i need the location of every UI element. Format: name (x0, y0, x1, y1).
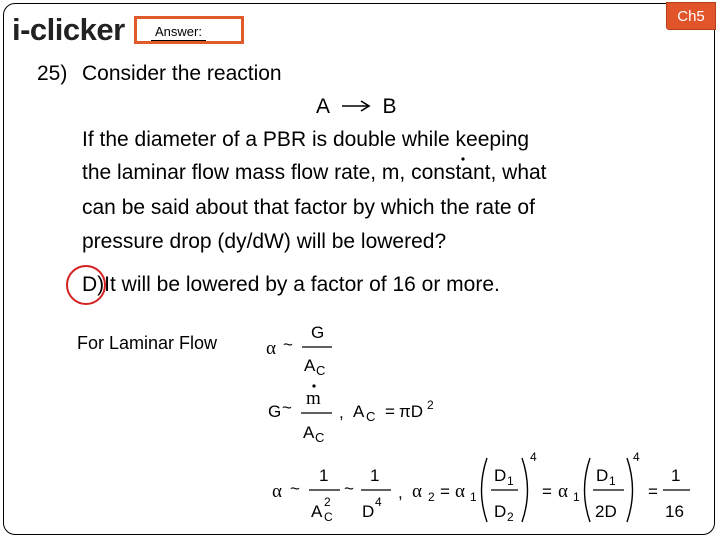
eq3-d1: D (494, 466, 507, 485)
eq1-alpha: α (266, 338, 276, 359)
eq3-d1b: D (596, 466, 609, 485)
eq3-pow1: 4 (530, 450, 537, 464)
eq3-sim2: ~ (344, 479, 354, 498)
laminar-heading: For Laminar Flow (77, 333, 218, 353)
eq3-one-a: 1 (319, 466, 329, 485)
product: B (382, 95, 397, 118)
eq1-sim: ~ (283, 335, 293, 354)
eq2-den-sub: C (315, 430, 325, 445)
logo-text: i-clicker (12, 12, 125, 47)
eq2-ac: A (353, 402, 365, 421)
eq2-g: G (268, 402, 282, 421)
eq3-alpha2-sub: 2 (428, 490, 435, 504)
eq3-one-c: 1 (671, 466, 681, 485)
question-number: 25) (37, 62, 68, 85)
eq3-pow2: 4 (633, 450, 640, 464)
answer-text: It will be lowered by a factor of 16 or more. (104, 273, 500, 296)
eq3-sim1: ~ (290, 479, 300, 498)
eq3-den2-sup: 4 (375, 495, 382, 509)
eq3-eq2: = (542, 482, 552, 501)
eq2-num: m (306, 388, 321, 409)
eq3-d1b-sub: 1 (609, 474, 616, 488)
eq2-comma: , (339, 403, 344, 422)
eq2-sim: ~ (282, 398, 292, 417)
eq1-den: A (304, 356, 316, 375)
eq3-d2-sub: 2 (507, 510, 514, 524)
chapter-badge: Ch5 (666, 2, 716, 30)
eq1-den-sub: C (316, 363, 326, 378)
answer-letter: D) (82, 273, 105, 296)
eq3-d1-sub: 1 (507, 474, 514, 488)
eq3-alpha: α (272, 481, 282, 502)
eq3-den1-sup: 2 (324, 495, 331, 509)
question-lead: Consider the reaction (82, 62, 282, 85)
eq3-sixteen: 16 (665, 502, 684, 521)
eq2-ac-sub: C (366, 409, 376, 424)
eq2-den: A (303, 423, 315, 442)
eq3-eq1: = (440, 482, 450, 501)
question-line-3: can be said about that factor by which the rate of (82, 196, 535, 219)
eq2-eq: = (385, 402, 395, 421)
eq2-pid: πD (399, 402, 424, 421)
eq2-pid-sup: 2 (427, 398, 434, 412)
eq3-alpha2: α (412, 481, 422, 502)
eq3-eq3: = (648, 482, 658, 501)
reactant: A (316, 95, 329, 118)
eq1-num: G (311, 323, 325, 342)
eq3-den2: D (362, 502, 375, 521)
eq3-one-b: 1 (370, 466, 380, 485)
eq3-d2: D (494, 502, 507, 521)
eq3-alpha1b: α (558, 481, 568, 502)
question-line-4: pressure drop (dy/dW) will be lowered? (82, 230, 447, 253)
question-line-1: If the diameter of a PBR is double while keeping (82, 128, 530, 151)
question-line-2: the laminar flow mass flow rate, m, constant, what (82, 161, 547, 184)
eq3-den1-sub: C (324, 510, 333, 524)
eq3-twod: 2D (595, 502, 617, 521)
eq3-alpha1b-sub: 1 (573, 490, 580, 504)
eq3-alpha1-sub: 1 (470, 490, 477, 504)
eq3-alpha1: α (455, 481, 465, 502)
eq3-den1: A (311, 502, 323, 521)
answer-label: Answer: (151, 24, 206, 41)
eq3-comma: , (398, 483, 403, 502)
